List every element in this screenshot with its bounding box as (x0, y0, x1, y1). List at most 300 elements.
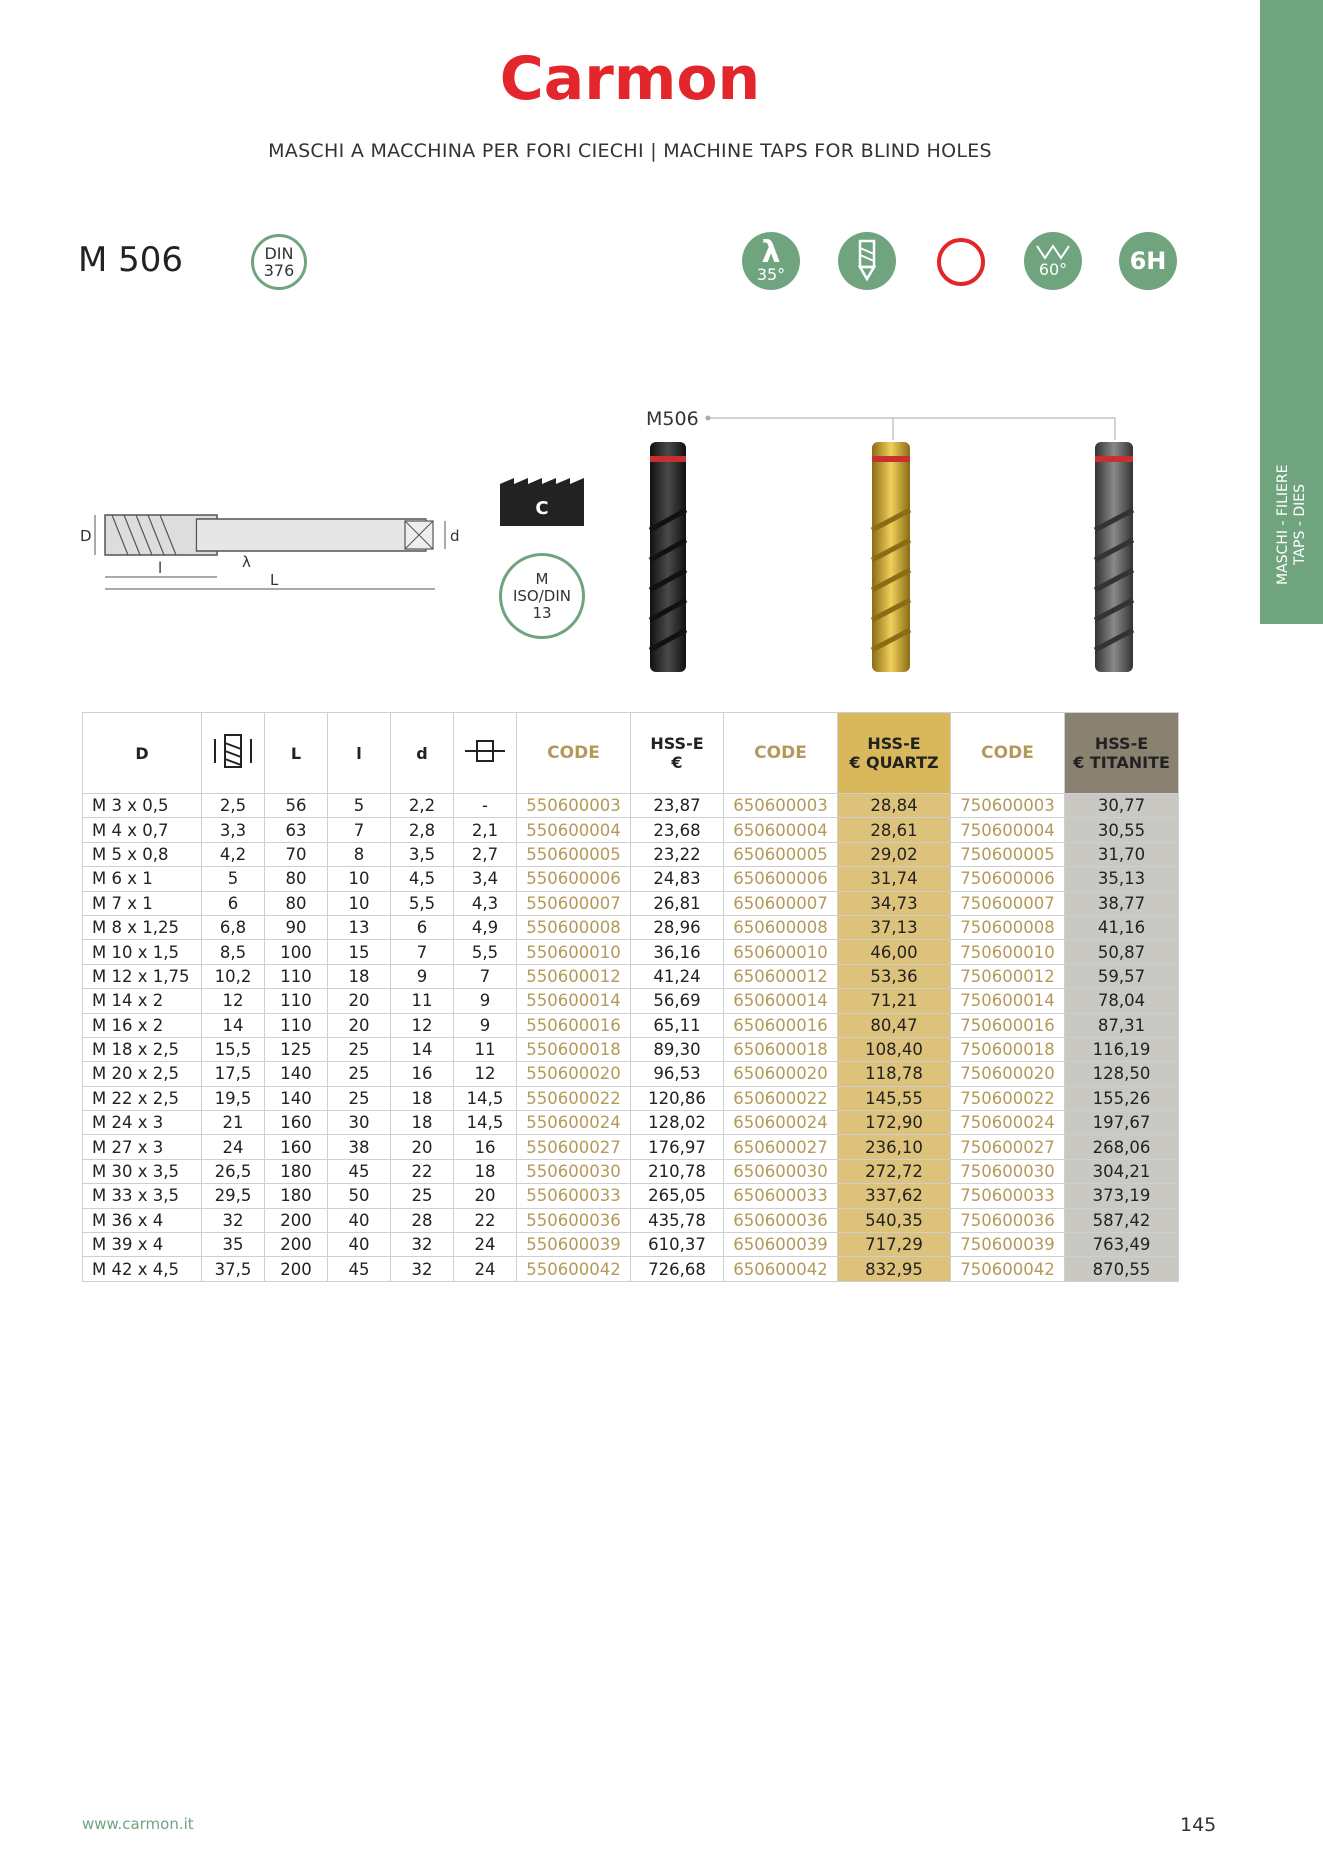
helix-symbol: λ (761, 235, 781, 270)
table-cell: 23,22 (631, 842, 724, 866)
table-cell: 63 (265, 818, 328, 842)
tap-tool-icon (838, 232, 896, 290)
table-cell: 100 (265, 940, 328, 964)
table-cell: 587,42 (1065, 1208, 1179, 1232)
table-cell: 550600020 (517, 1062, 631, 1086)
table-row (83, 842, 1179, 866)
table-cell: 540,35 (838, 1208, 951, 1232)
table-cell: 35 (202, 1233, 265, 1257)
table-cell: M 27 x 3 (83, 1135, 202, 1159)
table-cell: M 30 x 3,5 (83, 1159, 202, 1183)
table-cell: 373,19 (1065, 1184, 1179, 1208)
table-cell: 31,70 (1065, 842, 1179, 866)
table-cell: 12 (391, 1013, 454, 1037)
tap-product-images (640, 440, 1160, 685)
table-cell: 110 (265, 989, 328, 1013)
table-cell: 25 (328, 1086, 391, 1110)
table-cell: M 6 x 1 (83, 867, 202, 891)
table-cell: 10 (328, 891, 391, 915)
table-cell: 160 (265, 1111, 328, 1135)
table-cell: - (454, 794, 517, 818)
table-cell: 7 (454, 964, 517, 988)
diagram-label-d: d (450, 527, 460, 545)
footer-website: www.carmon.it (82, 1815, 194, 1833)
table-cell: 550600024 (517, 1111, 631, 1135)
table-cell: 550600030 (517, 1159, 631, 1183)
table-cell: 750600024 (951, 1111, 1065, 1135)
table-cell: 45 (328, 1257, 391, 1281)
table-cell: 18 (328, 964, 391, 988)
table-cell: 650600012 (724, 964, 838, 988)
table-cell: 40 (328, 1208, 391, 1232)
table-cell: 15,5 (202, 1037, 265, 1061)
table-cell: 610,37 (631, 1233, 724, 1257)
table-cell: 550600016 (517, 1013, 631, 1037)
table-cell: M 20 x 2,5 (83, 1062, 202, 1086)
table-cell: 750600030 (951, 1159, 1065, 1183)
table-cell: 6 (202, 891, 265, 915)
table-cell: 89,30 (631, 1037, 724, 1061)
table-cell: M 7 x 1 (83, 891, 202, 915)
table-cell: 34,73 (838, 891, 951, 915)
table-cell: 870,55 (1065, 1257, 1179, 1281)
table-cell: 650600022 (724, 1086, 838, 1110)
table-cell: 155,26 (1065, 1086, 1179, 1110)
table-cell: 550600014 (517, 989, 631, 1013)
table-cell: 30,55 (1065, 818, 1179, 842)
table-cell: 24 (454, 1233, 517, 1257)
table-cell: 650600008 (724, 915, 838, 939)
table-cell: 145,55 (838, 1086, 951, 1110)
table-cell: 236,10 (838, 1135, 951, 1159)
table-header-row (83, 713, 1179, 794)
table-cell: 750600004 (951, 818, 1065, 842)
table-cell: 21 (202, 1111, 265, 1135)
table-cell: 25 (391, 1184, 454, 1208)
tap-technical-drawing (80, 505, 460, 595)
table-cell: 11 (391, 989, 454, 1013)
table-cell: 28,84 (838, 794, 951, 818)
thread-angle-icon (1024, 232, 1082, 290)
table-cell: 53,36 (838, 964, 951, 988)
table-cell: 6 (391, 915, 454, 939)
table-row (83, 915, 1179, 939)
table-cell: 750600005 (951, 842, 1065, 866)
table-cell: 31,74 (838, 867, 951, 891)
table-cell: 550600042 (517, 1257, 631, 1281)
table-cell: 80 (265, 867, 328, 891)
table-cell: M 22 x 2,5 (83, 1086, 202, 1110)
table-cell: 29,5 (202, 1184, 265, 1208)
table-cell: 14 (202, 1013, 265, 1037)
table-cell: 19,5 (202, 1086, 265, 1110)
table-row (83, 891, 1179, 915)
table-cell: 650600027 (724, 1135, 838, 1159)
table-cell: 37,5 (202, 1257, 265, 1281)
side-tab-line1: MASCHI - FILIERE (1275, 464, 1291, 586)
table-cell: 197,67 (1065, 1111, 1179, 1135)
table-cell: 210,78 (631, 1159, 724, 1183)
table-cell: 550600005 (517, 842, 631, 866)
table-cell: 2,1 (454, 818, 517, 842)
table-cell: 650600033 (724, 1184, 838, 1208)
spec-table-body (83, 794, 1179, 1282)
table-row (83, 1233, 1179, 1257)
table-cell: 750600010 (951, 940, 1065, 964)
tap-quartz-image (872, 442, 910, 672)
table-cell: 7 (328, 818, 391, 842)
table-cell: 26,5 (202, 1159, 265, 1183)
table-cell: 272,72 (838, 1159, 951, 1183)
table-cell: 7 (391, 940, 454, 964)
tap-black-image (650, 442, 686, 672)
table-cell: 140 (265, 1086, 328, 1110)
table-cell: 4,2 (202, 842, 265, 866)
table-cell: 650600039 (724, 1233, 838, 1257)
table-cell: 550600006 (517, 867, 631, 891)
table-cell: 22 (454, 1208, 517, 1232)
table-cell: 128,02 (631, 1111, 724, 1135)
table-cell: 750600020 (951, 1062, 1065, 1086)
tolerance-icon (1119, 232, 1177, 290)
table-cell: 56 (265, 794, 328, 818)
table-cell: M 18 x 2,5 (83, 1037, 202, 1061)
table-cell: 38,77 (1065, 891, 1179, 915)
table-cell: M 33 x 3,5 (83, 1184, 202, 1208)
header-D: D (83, 713, 202, 794)
table-cell: 30 (328, 1111, 391, 1135)
table-cell: 160 (265, 1135, 328, 1159)
table-row (83, 1184, 1179, 1208)
table-cell: 56,69 (631, 989, 724, 1013)
table-cell: 24,83 (631, 867, 724, 891)
header-titanite-hsse: HSS-E (1094, 734, 1149, 753)
table-cell: 200 (265, 1257, 328, 1281)
diagram-label-D: D (80, 527, 92, 545)
table-cell: 650600004 (724, 818, 838, 842)
table-cell: 65,11 (631, 1013, 724, 1037)
table-row (83, 1111, 1179, 1135)
table-cell: 25 (328, 1037, 391, 1061)
table-row (83, 1208, 1179, 1232)
tap-tool-svg (850, 239, 884, 283)
table-cell: 116,19 (1065, 1037, 1179, 1061)
table-cell: 5 (328, 794, 391, 818)
header-hsse-titanite (1065, 713, 1179, 794)
red-ring-icon (937, 238, 985, 286)
table-cell: 265,05 (631, 1184, 724, 1208)
iso-badge-line1: M (535, 569, 549, 588)
table-cell: 2,8 (391, 818, 454, 842)
table-cell: 750600007 (951, 891, 1065, 915)
table-cell: 50 (328, 1184, 391, 1208)
table-cell: 172,90 (838, 1111, 951, 1135)
table-cell: 20 (391, 1135, 454, 1159)
table-cell: 5,5 (391, 891, 454, 915)
table-cell: 176,97 (631, 1135, 724, 1159)
table-cell: 28,96 (631, 915, 724, 939)
header-code-1: CODE (517, 713, 631, 794)
table-cell: 18 (454, 1159, 517, 1183)
table-cell: 550600012 (517, 964, 631, 988)
table-cell: 650600010 (724, 940, 838, 964)
table-cell: 23,68 (631, 818, 724, 842)
table-cell: 26,81 (631, 891, 724, 915)
table-row (83, 1062, 1179, 1086)
table-row (83, 1037, 1179, 1061)
table-cell: 118,78 (838, 1062, 951, 1086)
table-cell: 650600018 (724, 1037, 838, 1061)
table-cell: 140 (265, 1062, 328, 1086)
table-cell: 32 (391, 1233, 454, 1257)
table-cell: 80 (265, 891, 328, 915)
table-cell: 10,2 (202, 964, 265, 988)
table-cell: 650600016 (724, 1013, 838, 1037)
table-cell: 28,61 (838, 818, 951, 842)
header-L: L (265, 713, 328, 794)
table-cell: 6,8 (202, 915, 265, 939)
table-cell: 550600008 (517, 915, 631, 939)
table-cell: 750600006 (951, 867, 1065, 891)
table-cell: 750600036 (951, 1208, 1065, 1232)
table-cell: 108,40 (838, 1037, 951, 1061)
table-cell: 5,5 (454, 940, 517, 964)
model-title: M 506 (78, 240, 184, 280)
table-row (83, 940, 1179, 964)
table-cell: 41,16 (1065, 915, 1179, 939)
table-cell: 5 (202, 867, 265, 891)
table-cell: 650600005 (724, 842, 838, 866)
table-cell: M 3 x 0,5 (83, 794, 202, 818)
table-cell: 24 (454, 1257, 517, 1281)
table-cell: 28 (391, 1208, 454, 1232)
table-cell: 50,87 (1065, 940, 1179, 964)
table-cell: 650600014 (724, 989, 838, 1013)
table-cell: 36,16 (631, 940, 724, 964)
table-cell: 200 (265, 1233, 328, 1257)
table-cell: 128,50 (1065, 1062, 1179, 1086)
table-cell: 18 (391, 1111, 454, 1135)
table-row (83, 1013, 1179, 1037)
square-shank-icon (463, 737, 507, 765)
table-cell: M 36 x 4 (83, 1208, 202, 1232)
header-quartz-label: € QUARTZ (849, 753, 939, 772)
table-cell: 3,4 (454, 867, 517, 891)
table-cell: 550600007 (517, 891, 631, 915)
table-cell: M 14 x 2 (83, 989, 202, 1013)
table-cell: 20 (328, 989, 391, 1013)
spec-table (82, 712, 1179, 1282)
table-cell: 24 (202, 1135, 265, 1159)
table-cell: 268,06 (1065, 1135, 1179, 1159)
thread-angle-value: 60° (1038, 260, 1068, 279)
table-row (83, 964, 1179, 988)
table-cell: 110 (265, 1013, 328, 1037)
table-cell: 763,49 (1065, 1233, 1179, 1257)
tolerance-value: 6H (1129, 247, 1167, 275)
table-row (83, 989, 1179, 1013)
table-cell: 125 (265, 1037, 328, 1061)
side-tab-label (1263, 460, 1321, 590)
table-row (83, 1257, 1179, 1281)
table-cell: 30,77 (1065, 794, 1179, 818)
table-cell: 650600020 (724, 1062, 838, 1086)
table-cell: 750600018 (951, 1037, 1065, 1061)
table-cell: 96,53 (631, 1062, 724, 1086)
diagram-label-l: l (158, 559, 163, 577)
table-cell: 16 (391, 1062, 454, 1086)
table-cell: 650600007 (724, 891, 838, 915)
table-cell: 25 (328, 1062, 391, 1086)
tap-titanite-image (1095, 442, 1133, 672)
table-cell: 750600003 (951, 794, 1065, 818)
table-cell: M 5 x 0,8 (83, 842, 202, 866)
table-cell: 18 (391, 1086, 454, 1110)
table-cell: 750600027 (951, 1135, 1065, 1159)
table-cell: 8,5 (202, 940, 265, 964)
table-cell: 3,5 (391, 842, 454, 866)
table-cell: 435,78 (631, 1208, 724, 1232)
header-hsse-label: HSS-E (650, 734, 704, 753)
table-cell: 120,86 (631, 1086, 724, 1110)
table-cell: 8 (328, 842, 391, 866)
table-cell: 650600003 (724, 794, 838, 818)
header-d: d (391, 713, 454, 794)
header-hsse (631, 713, 724, 794)
table-cell: 550600039 (517, 1233, 631, 1257)
table-cell: 750600033 (951, 1184, 1065, 1208)
page-number: 145 (1180, 1814, 1217, 1836)
table-cell: 10 (328, 867, 391, 891)
table-cell: M 12 x 1,75 (83, 964, 202, 988)
table-cell: 717,29 (838, 1233, 951, 1257)
table-cell: 4,5 (391, 867, 454, 891)
table-cell: 46,00 (838, 940, 951, 964)
table-cell: 550600010 (517, 940, 631, 964)
table-cell: 87,31 (1065, 1013, 1179, 1037)
table-cell: 32 (202, 1208, 265, 1232)
table-cell: 750600016 (951, 1013, 1065, 1037)
header-code-3: CODE (951, 713, 1065, 794)
table-cell: 70 (265, 842, 328, 866)
table-cell: 45 (328, 1159, 391, 1183)
table-cell: 13 (328, 915, 391, 939)
table-cell: 550600003 (517, 794, 631, 818)
table-cell: 750600014 (951, 989, 1065, 1013)
table-cell: 29,02 (838, 842, 951, 866)
page-subtitle: MASCHI A MACCHINA PER FORI CIECHI | MACHINE TAPS FOR BLIND HOLES (268, 140, 992, 162)
table-cell: 22 (391, 1159, 454, 1183)
header-titanite-label: € TITANITE (1073, 753, 1170, 772)
diagram-label-L: L (270, 571, 279, 589)
table-cell: 550600018 (517, 1037, 631, 1061)
iso-badge-line2: ISO/DIN (512, 586, 571, 605)
helix-angle-icon (742, 232, 800, 290)
table-cell: 650600042 (724, 1257, 838, 1281)
table-cell: 9 (454, 989, 517, 1013)
table-cell: 23,87 (631, 794, 724, 818)
table-cell: 78,04 (1065, 989, 1179, 1013)
table-cell: 40 (328, 1233, 391, 1257)
header-square-icon (454, 713, 517, 794)
table-cell: M 42 x 4,5 (83, 1257, 202, 1281)
table-cell: 750600012 (951, 964, 1065, 988)
table-cell: M 10 x 1,5 (83, 940, 202, 964)
din-badge (251, 234, 307, 290)
helix-value: 35° (756, 265, 786, 284)
table-cell: 750600022 (951, 1086, 1065, 1110)
table-cell: 650600030 (724, 1159, 838, 1183)
table-cell: 20 (454, 1184, 517, 1208)
table-cell: 32 (391, 1257, 454, 1281)
iso-badge-line3: 13 (532, 603, 552, 622)
table-cell: 9 (454, 1013, 517, 1037)
table-cell: 2,7 (454, 842, 517, 866)
side-tab-line2: TAPS - DIES (1292, 484, 1308, 566)
table-cell: 726,68 (631, 1257, 724, 1281)
table-row (83, 1135, 1179, 1159)
table-cell: 14,5 (454, 1086, 517, 1110)
table-cell: 12 (454, 1062, 517, 1086)
table-row (83, 867, 1179, 891)
table-cell: 90 (265, 915, 328, 939)
din-badge-line2: 376 (263, 261, 295, 280)
table-cell: 180 (265, 1184, 328, 1208)
table-cell: 3,3 (202, 818, 265, 842)
table-cell: 750600008 (951, 915, 1065, 939)
table-cell: 71,21 (838, 989, 951, 1013)
table-cell: 2,5 (202, 794, 265, 818)
header-drill-icon (202, 713, 265, 794)
header-l: l (328, 713, 391, 794)
header-code-2: CODE (724, 713, 838, 794)
table-cell: 180 (265, 1159, 328, 1183)
table-cell: 9 (391, 964, 454, 988)
table-row (83, 1086, 1179, 1110)
table-cell: 650600006 (724, 867, 838, 891)
table-cell: M 4 x 0,7 (83, 818, 202, 842)
brand-logo: Carmon (499, 44, 761, 114)
table-row (83, 1159, 1179, 1183)
header-euro-label: € (671, 753, 683, 772)
table-cell: 4,3 (454, 891, 517, 915)
table-cell: 2,2 (391, 794, 454, 818)
header-hsse-quartz (838, 713, 951, 794)
table-cell: 59,57 (1065, 964, 1179, 988)
table-cell: 650600036 (724, 1208, 838, 1232)
table-cell: 12 (202, 989, 265, 1013)
table-cell: 550600022 (517, 1086, 631, 1110)
table-cell: M 24 x 3 (83, 1111, 202, 1135)
table-cell: 750600042 (951, 1257, 1065, 1281)
table-row (83, 818, 1179, 842)
table-cell: 14,5 (454, 1111, 517, 1135)
table-cell: M 16 x 2 (83, 1013, 202, 1037)
table-cell: 750600039 (951, 1233, 1065, 1257)
drill-size-icon (211, 733, 255, 769)
thread-form-badge: C (500, 490, 584, 526)
table-cell: 550600036 (517, 1208, 631, 1232)
table-cell: 17,5 (202, 1062, 265, 1086)
header-quartz-hsse: HSS-E (867, 734, 921, 753)
table-cell: 16 (454, 1135, 517, 1159)
table-cell: 41,24 (631, 964, 724, 988)
table-cell: 14 (391, 1037, 454, 1061)
table-cell: 550600027 (517, 1135, 631, 1159)
table-cell: 37,13 (838, 915, 951, 939)
product-label: M506 (646, 408, 699, 430)
table-cell: 20 (328, 1013, 391, 1037)
